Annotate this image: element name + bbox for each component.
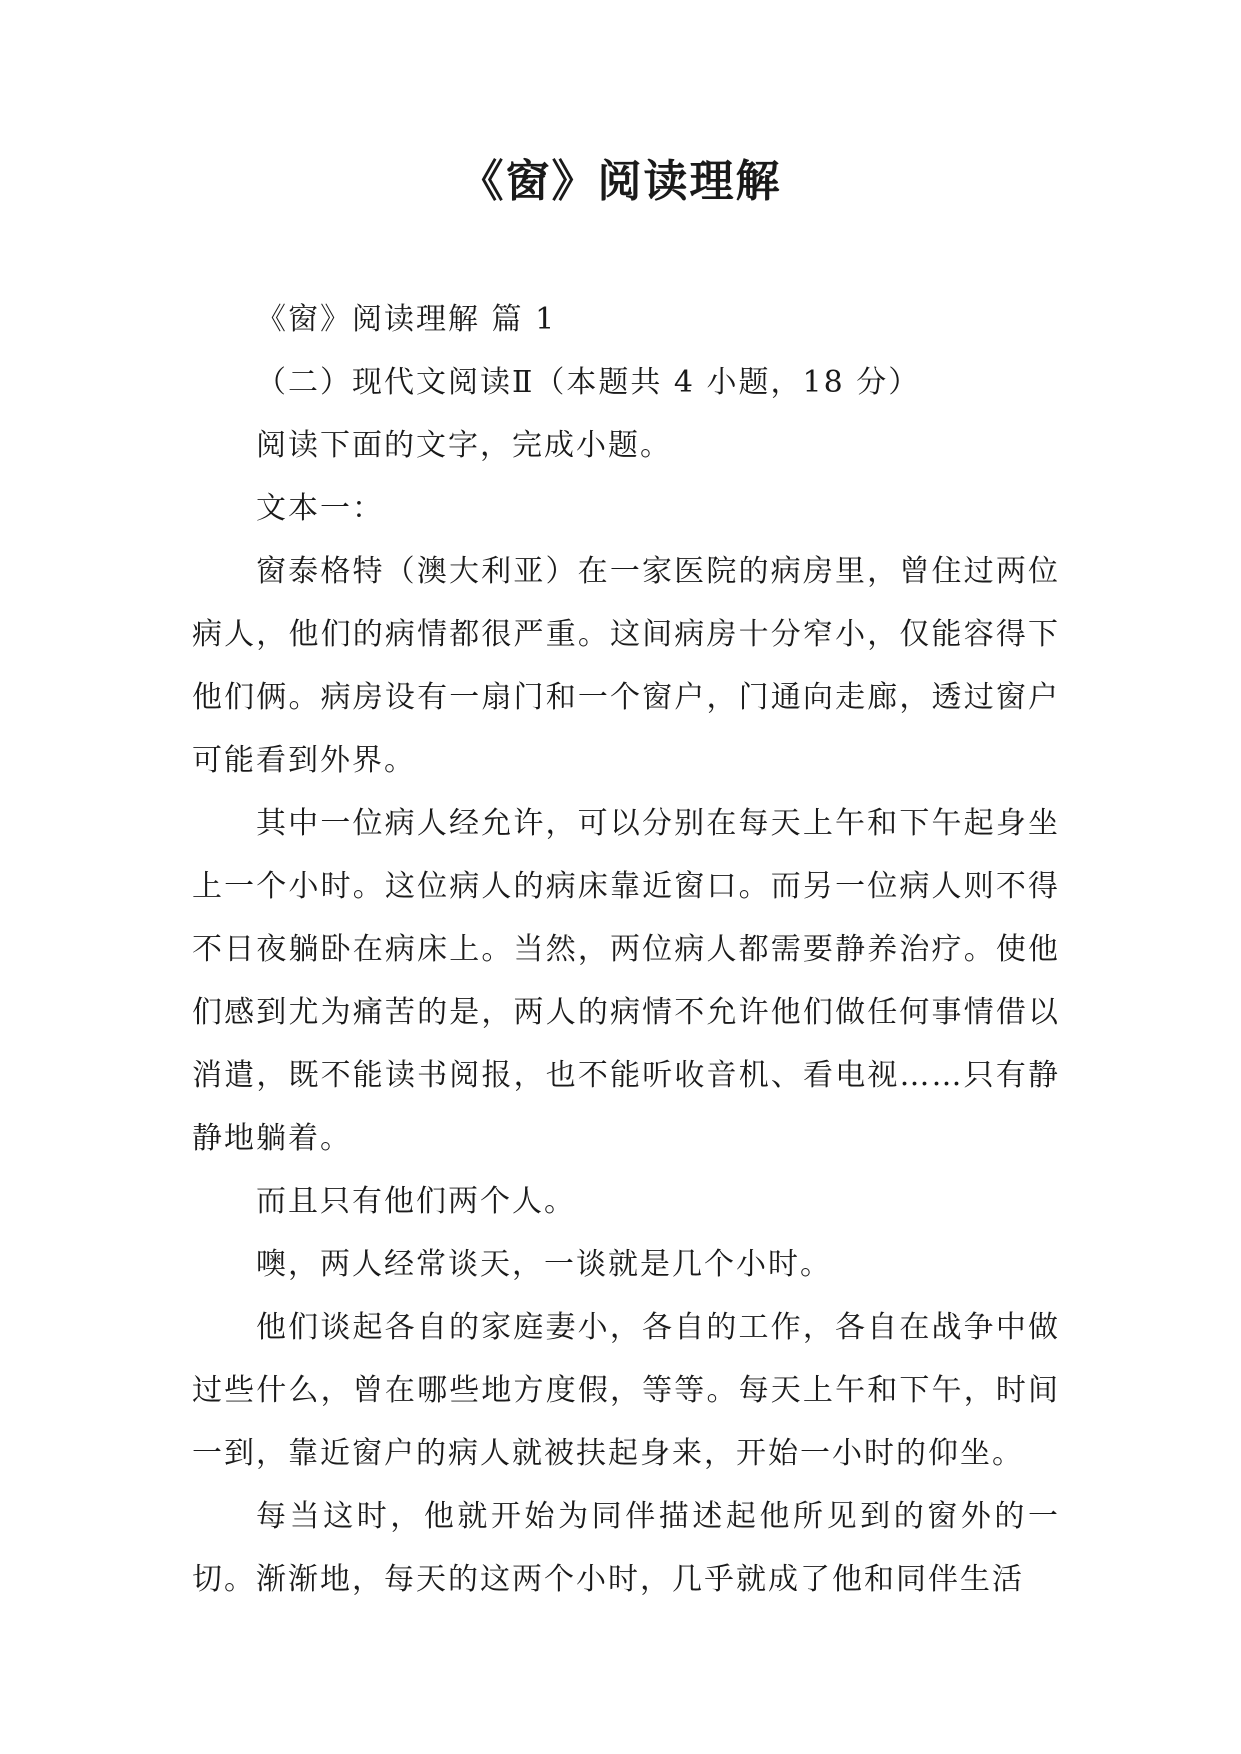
body-paragraph: 他们谈起各自的家庭妻小，各自的工作，各自在战争中做过些什么，曾在哪些地方度假，等等。每天上午和下午，时间一到，靠近窗户的病人就被扶起身来，开始一小时的仰坐。: [192, 1310, 1060, 1471]
body-paragraph: 噢，两人经常谈天，一谈就是几个小时。: [256, 1247, 832, 1282]
body-paragraph: 每当这时，他就开始为同伴描述起他所见到的窗外的一切。渐渐地，每天的这两个小时，几乎就成了他和同伴生活: [192, 1499, 1060, 1597]
document-body: [192, 288, 1060, 1611]
body-paragraph: 其中一位病人经允许，可以分别在每天上午和下午起身坐上一个小时。这位病人的病床靠近窗口。而另一位病人则不得不日夜躺卧在病床上。当然，两位病人都需要静养治疗。使他们感到尤为痛苦的是，两人的病情不允许他们做任何事情借以消遣，既不能读书阅报，也不能听收音机、看电视……只有静静地躺着。: [192, 806, 1060, 1156]
text-label: 文本一：: [256, 491, 384, 526]
section-heading: 《窗》阅读理解 篇 1: [256, 302, 557, 337]
document-title: 《窗》阅读理解: [459, 156, 782, 207]
body-paragraph: 而且只有他们两个人。: [256, 1184, 576, 1219]
body-paragraph: 窗泰格特（澳大利亚）在一家医院的病房里，曾住过两位病人，他们的病情都很严重。这间病房十分窄小，仅能容得下他们俩。病房设有一扇门和一个窗户，门通向走廊，透过窗户可能看到外界。: [192, 554, 1060, 778]
reading-instruction: 阅读下面的文字，完成小题。: [256, 428, 672, 463]
question-instruction: （二）现代文阅读Ⅱ（本题共 4 小题，18 分）: [256, 365, 921, 400]
